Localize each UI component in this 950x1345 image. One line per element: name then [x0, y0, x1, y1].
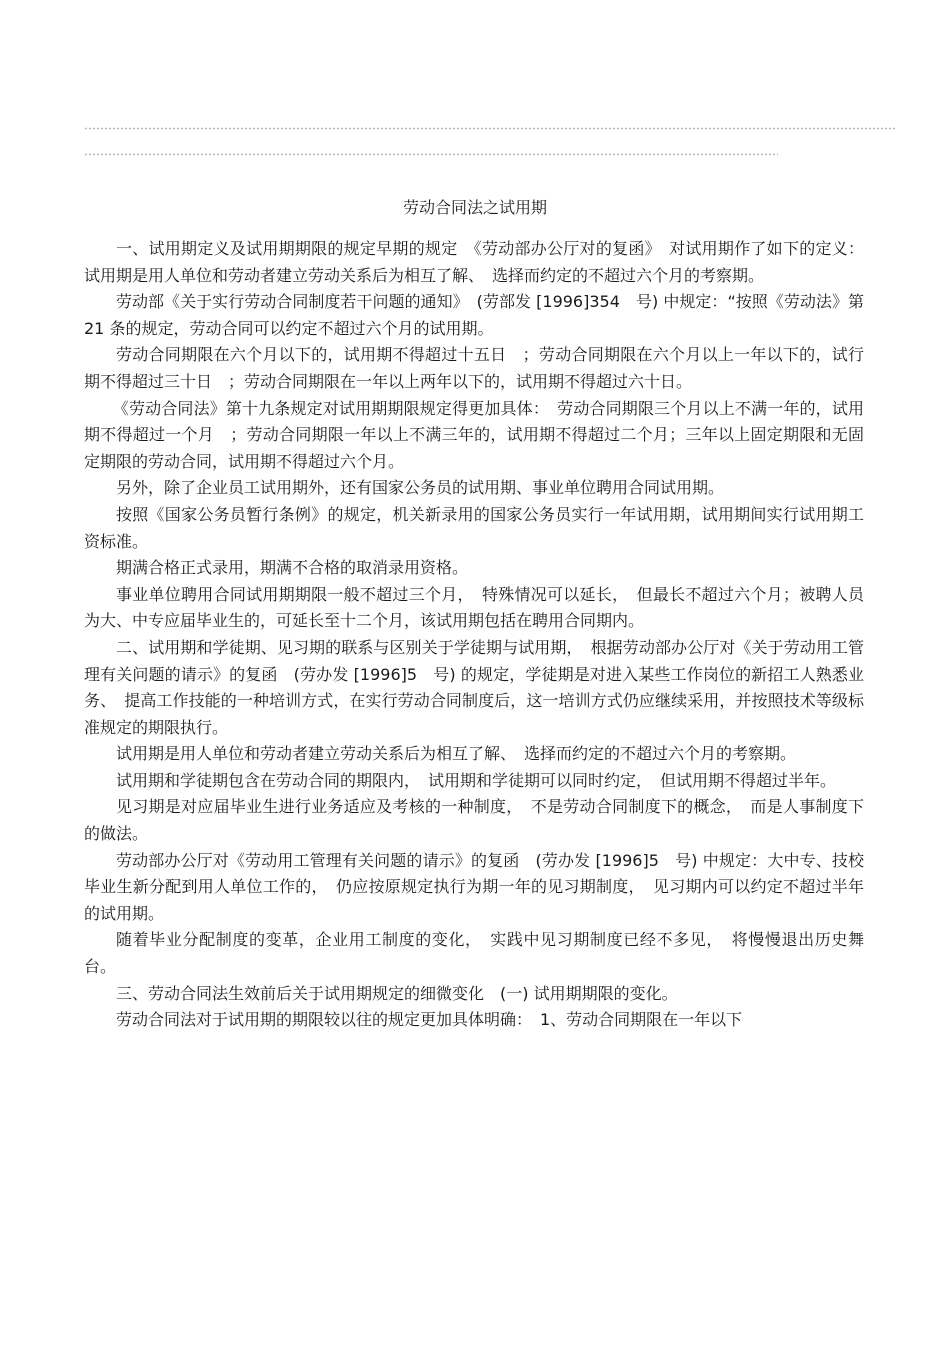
- document-body: [84, 236, 881, 1034]
- faded-header-line: [84, 127, 896, 130]
- paragraph: 试用期是用人单位和劳动者建立劳动关系后为相互了解、 选择而约定的不超过六个月的考察期。: [116, 744, 797, 764]
- paragraph: 见习期是对应届毕业生进行业务适应及考核的一种制度， 不是劳动合同制度下的概念， 而是人事制度下的做法。: [84, 797, 864, 844]
- paragraph: 劳动部办公厅对《劳动用工管理有关问题的请示》的复函 (劳办发 [1996]5 号) 中规定：大中专、技校毕业生新分配到用人单位工作的， 仍应按原规定执行为期一年的见习期制度， 见习期内可以约定不超过半年的试用期。: [84, 850, 864, 923]
- paragraph: 劳动部《关于实行劳动合同制度若干问题的通知》 (劳部发 [1996]354 号) 中规定：“按照《劳动法》第 21 条的规定，劳动合同可以约定不超过六个月的试用期。: [84, 292, 881, 338]
- paragraph: 一、试用期定义及试用期期限的规定早期的规定 《劳动部办公厅对的复函》 对试用期作了如下的定义：试用期是用人单位和劳动者建立劳动关系后为相互了解、 选择而约定的不超过六个月的考察期。: [84, 239, 864, 285]
- paragraph: 期满合格正式录用，期满不合格的取消录用资格。: [116, 558, 469, 578]
- paragraph: 随着毕业分配制度的变革，企业用工制度的变化， 实践中见习期制度已经不多见， 将慢慢退出历史舞台。: [84, 930, 864, 977]
- paragraph: 《劳动合同法》第十九条规定对试用期期限规定得更加具体： 劳动合同期限三个月以上不满一年的，试用期不得超过一个月 ；劳动合同期限一年以上不满三年的，试用期不得超过二个月；三年以上固定期限和无固定期限的劳动合同，试用期不得超过六个月。: [84, 398, 864, 471]
- paragraph: 按照《国家公务员暂行条例》的规定，机关新录用的国家公务员实行一年试用期，试用期间实行试用期工资标准。: [84, 504, 864, 551]
- paragraph: 劳动合同期限在六个月以下的，试用期不得超过十五日 ；劳动合同期限在六个月以上一年以下的，试行期不得超过三十日 ；劳动合同期限在一年以上两年以下的，试用期不得超过六十日。: [84, 345, 864, 391]
- paragraph: 另外，除了企业员工试用期外，还有国家公务员的试用期、事业单位聘用合同试用期。: [116, 478, 725, 498]
- paragraph: 二、试用期和学徒期、见习期的联系与区别关于学徒期与试用期， 根据劳动部办公厅对《关于劳动用工管理有关问题的请示》的复函 (劳办发 [1996]5 号) 的规定，学徒期是对进入某些工作岗位的新招工人熟悉业务、 提高工作技能的一种培训方式，在实行劳动合同制度后，这一培训方式仍应继续采用，并按照技术等级标准规定的期限执行。: [84, 637, 864, 737]
- paragraph: 劳动合同法对于试用期的期限较以往的规定更加具体明确： 1、劳动合同期限在一年以下: [116, 1010, 743, 1030]
- paragraph: 事业单位聘用合同试用期期限一般不超过三个月， 特殊情况可以延长， 但最长不超过六个月；被聘人员为大、中专应届毕业生的，可延长至十二个月，该试用期包括在聘用合同期内。: [84, 584, 864, 631]
- document-title: 劳动合同法之试用期: [402, 198, 547, 217]
- paragraph: 三、劳动合同法生效前后关于试用期规定的细微变化 (一) 试用期期限的变化。: [116, 983, 678, 1003]
- paragraph: 试用期和学徒期包含在劳动合同的期限内， 试用期和学徒期可以同时约定， 但试用期不得超过半年。: [116, 770, 837, 790]
- faded-header-line: [84, 153, 778, 156]
